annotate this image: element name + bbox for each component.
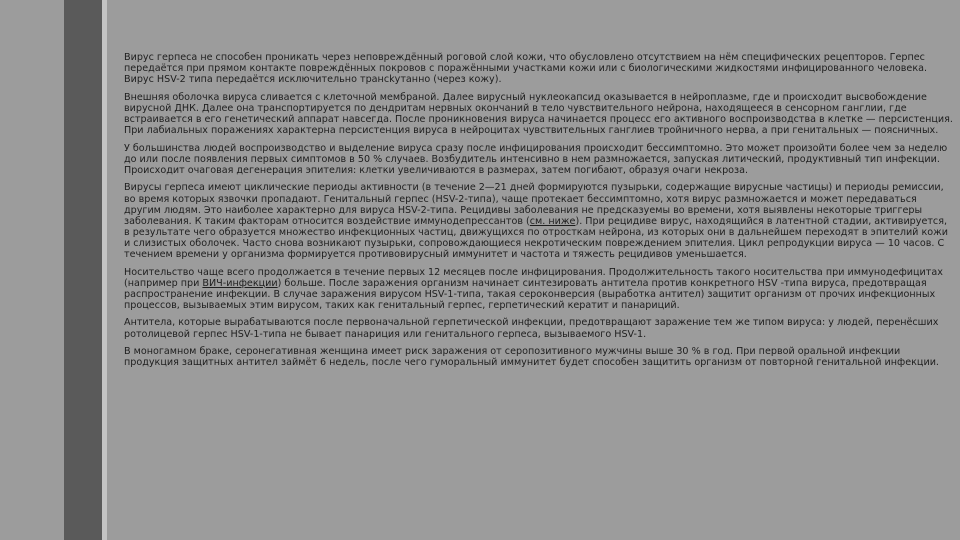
- paragraph-text: Вирусы герпеса имеют циклические периоды активности (в течение 2—21 дней формируются пузырьки, содержащие вирусные частицы) и периоды ремиссии, во время которых язвочки пропадают. Генитальный герпес (HSV-2-типа), чаще протекает бессимптомно, хотя вирус размножается и может передаваться другим людям. Это наиболее характерно для вируса HSV-2-типа. Рецидивы заболевания не предсказуемы во времени, хотя выявлены некоторые триггеры заболевания. К таким факторам относится воздействие иммунодепрессантов (: [124, 182, 944, 227]
- paragraph-carriage: [124, 267, 954, 311]
- paragraph-text: Носительство чаще всего продолжается в течение первых 12 месяцев после инфицирования. Продолжительность такого носительства при иммунодефицитах (например при: [124, 266, 943, 289]
- paragraph-activity-cycles: [124, 182, 954, 260]
- paragraph-penetration: Внешняя оболочка вируса сливается с клеточной мембраной. Далее вирусный нуклеокапсид оказывается в нейроплазме, где и происходит высвобождение вирусной ДНК. Далее она транспортируется по дендритам нервных окончаний в тело чувствительного нейрона, находящееся в сенсорном ганглии, где встраивается в его генетический аппарат навсегда. После проникновения вируса начинается процесс его активного воспроизводства в клетке — персистенция. При лабиальных поражениях характерна персистенция вируса в нейроцитах чувствительных ганглиев тройничного нерва, а при генитальных — поясничных.: [124, 91, 953, 137]
- slide-body-text: [124, 52, 954, 375]
- paragraph-marriage-risk: В моногамном браке, серонегативная женщина имеет риск заражения от серопозитивного мужчины выше 30 % в год. При первой оральной инфекции продукция защитных антител займёт 6 недель, после чего гуморальный иммунитет будет способен защитить организм от повторной генитальной инфекции.: [124, 346, 939, 369]
- paragraph-text: ). При рецидиве вирус, находящийся в латентной стадии, активируется, в результате чего образуется множество инфекционных частиц, движущихся по отросткам нейрона, из которых они в дальнейшем переходят в эпителий кожи и слизистых оболочек. Часто снова возникают пузырьки, сопровождающиеся некротическим повреждением эпителия. Цикл репродукции вируса — 10 часов. С течением времени у организма формируется противовирусный иммунитет и частота и тяжесть рецидивов уменьшается.: [124, 215, 949, 260]
- paragraph-asymptomatic: У большинства людей воспроизводство и выделение вируса сразу после инфицирования происходит бессимптомно. Это может произойти более чем за неделю до или после появления первых симптомов в 50 % случаев. Возбудитель интенсивно в нем размножается, запуская литический, продуктивный тип инфекции. Происходит очаговая дегенерация эпителия: клетки увеличиваются в размерах, затем погибают, образуя очаги некроза.: [124, 142, 948, 176]
- decorative-dark-stripe: [64, 0, 102, 540]
- paragraph-transmission: Вирус герпеса не способен проникать через неповреждённый роговой слой кожи, что обусловлено отсутствием на нём специфических рецепторов. Герпес передаётся при прямом контакте повреждённых покровов с поражёнными участками кожи или с биологическими жидкостями инфицированного человека. Вирус HSV-2 типа передаётся исключительно трансkутанно (через кожу).: [124, 52, 928, 86]
- paragraph-antibodies: Антитела, которые вырабатываются после первоначальной герпетической инфекции, предотвращают заражение тем же типом вируса: у людей, перенёсших ротолицевой герпес HSV-1-типа не бывает панариция или генитального герпеса, вызываемого HSV-1.: [124, 317, 939, 340]
- see-below-link[interactable]: см. ниже: [529, 215, 576, 227]
- decorative-light-stripe: [102, 0, 107, 540]
- paragraph-text: ) больше. После заражения организм начинает синтезировать антитела против конкретного HSV -типа вируса, предотвращая распространение инфекции. В случае заражения вирусом HSV-1-типа, такая сероконверсия (выработка антител) защитит организм от прочих инфекционных процессов, вызываемых этим вирусом, таких как генитальный герпес, герпетический кератит и панариций.: [124, 277, 936, 311]
- hiv-infection-link[interactable]: ВИЧ-инфекции: [202, 277, 278, 289]
